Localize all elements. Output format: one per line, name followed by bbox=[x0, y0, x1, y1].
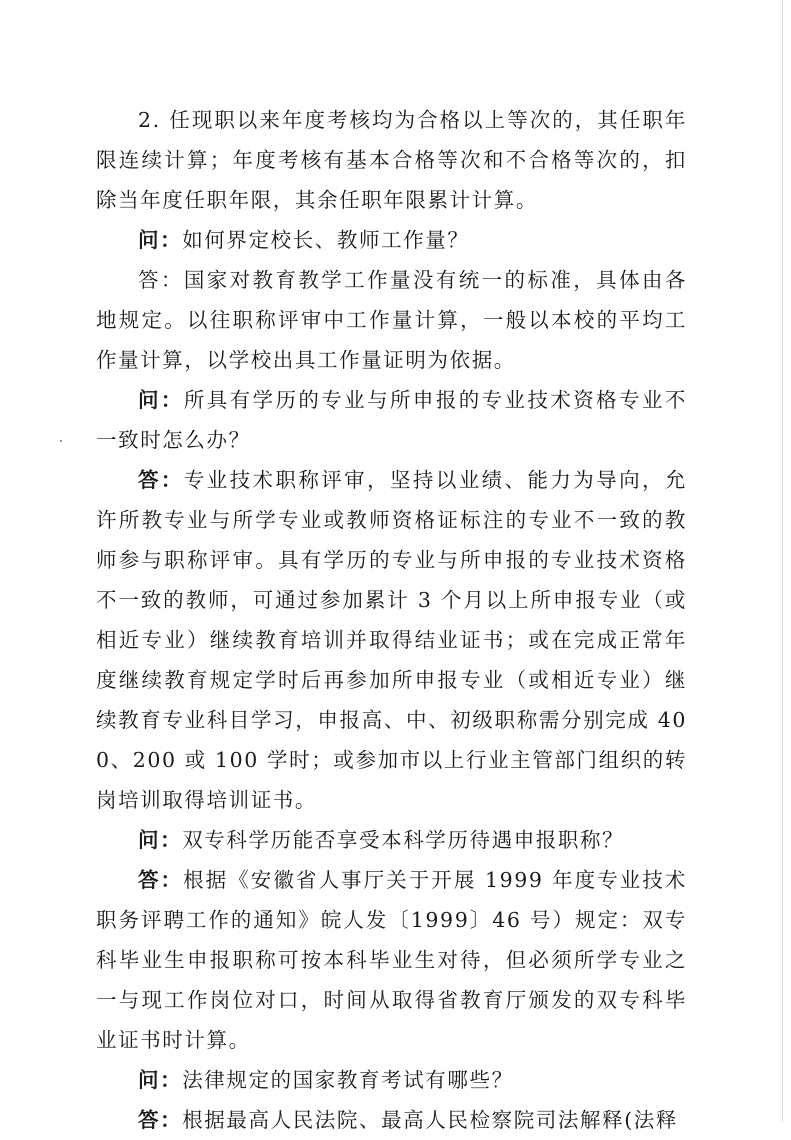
question-label: 问： bbox=[138, 228, 183, 252]
question-label: 问： bbox=[138, 388, 184, 412]
question-text: 法律规定的国家教育考试有哪些？ bbox=[182, 1068, 514, 1092]
question-text: 双专科学历能否享受本科学历待遇申报职称？ bbox=[182, 828, 625, 852]
answer-workload bbox=[96, 260, 687, 380]
answer-text: 专业技术职称评审，坚持以业绩、能力为导向，允许所教专业与所学专业或教师资格证标注的专业不一致的教师参与职称评审。具有学历的专业与所申报的专业技术资格不一致的教师，可通过参加累计 3 个月以上所申报专业（或相近专业）继续教育培训并取得结业证书；或在完成正常年度继续教育规定学时后再参加所申报专业（或相近专业）继续教育专业科目学习，申报高、中、初级职称需分别完成 400、200 或 100 学时；或参加市以上行业主管部门组织的转岗培训取得培训证书。 bbox=[96, 468, 688, 812]
scan-speck bbox=[60, 440, 62, 442]
answer-national-exams bbox=[96, 1100, 687, 1140]
question-major-mismatch bbox=[96, 380, 687, 460]
question-dual-college bbox=[96, 820, 687, 860]
question-text: 如何界定校长、教师工作量？ bbox=[182, 228, 470, 252]
question-label: 问： bbox=[138, 1068, 183, 1092]
answer-dual-college bbox=[96, 860, 687, 1060]
question-label: 问： bbox=[138, 828, 183, 852]
question-text: 所具有学历的专业与所申报的专业技术资格专业不一致时怎么办？ bbox=[96, 388, 688, 452]
paragraph-item-1 bbox=[96, 100, 687, 220]
question-workload bbox=[96, 220, 687, 260]
answer-text: 根据《安徽省人事厅关于开展 1999 年度专业技术职务评聘工作的通知》皖人发〔1999〕46 号）规定：双专科毕业生申报职称可按本科毕业生对待，但必须所学专业之一与现工作岗位对口，时间从取得省教育厅颁发的双专科毕业证书时计算。 bbox=[96, 868, 688, 1052]
scan-edge bbox=[782, 0, 783, 1121]
answer-text: 答：国家对教育教学工作量没有统一的标准，具体由各地规定。以往职称评审中工作量计算，一般以本校的平均工作量计算，以学校出具工作量证明为依据。 bbox=[96, 268, 687, 372]
question-national-exams bbox=[96, 1060, 687, 1100]
answer-major-mismatch bbox=[96, 460, 687, 820]
paragraph-text: 2. 任现职以来年度考核均为合格以上等次的，其任职年限连续计算；年度考核有基本合格等次和不合格等次的，扣除当年度任职年限，其余任职年限累计计算。 bbox=[96, 108, 687, 212]
answer-text: 根据最高人民法院、最高人民检察院司法解释(法释 bbox=[182, 1108, 678, 1132]
answer-label: 答： bbox=[138, 468, 184, 492]
answer-label: 答： bbox=[138, 868, 184, 892]
answer-label: 答： bbox=[138, 1108, 183, 1132]
